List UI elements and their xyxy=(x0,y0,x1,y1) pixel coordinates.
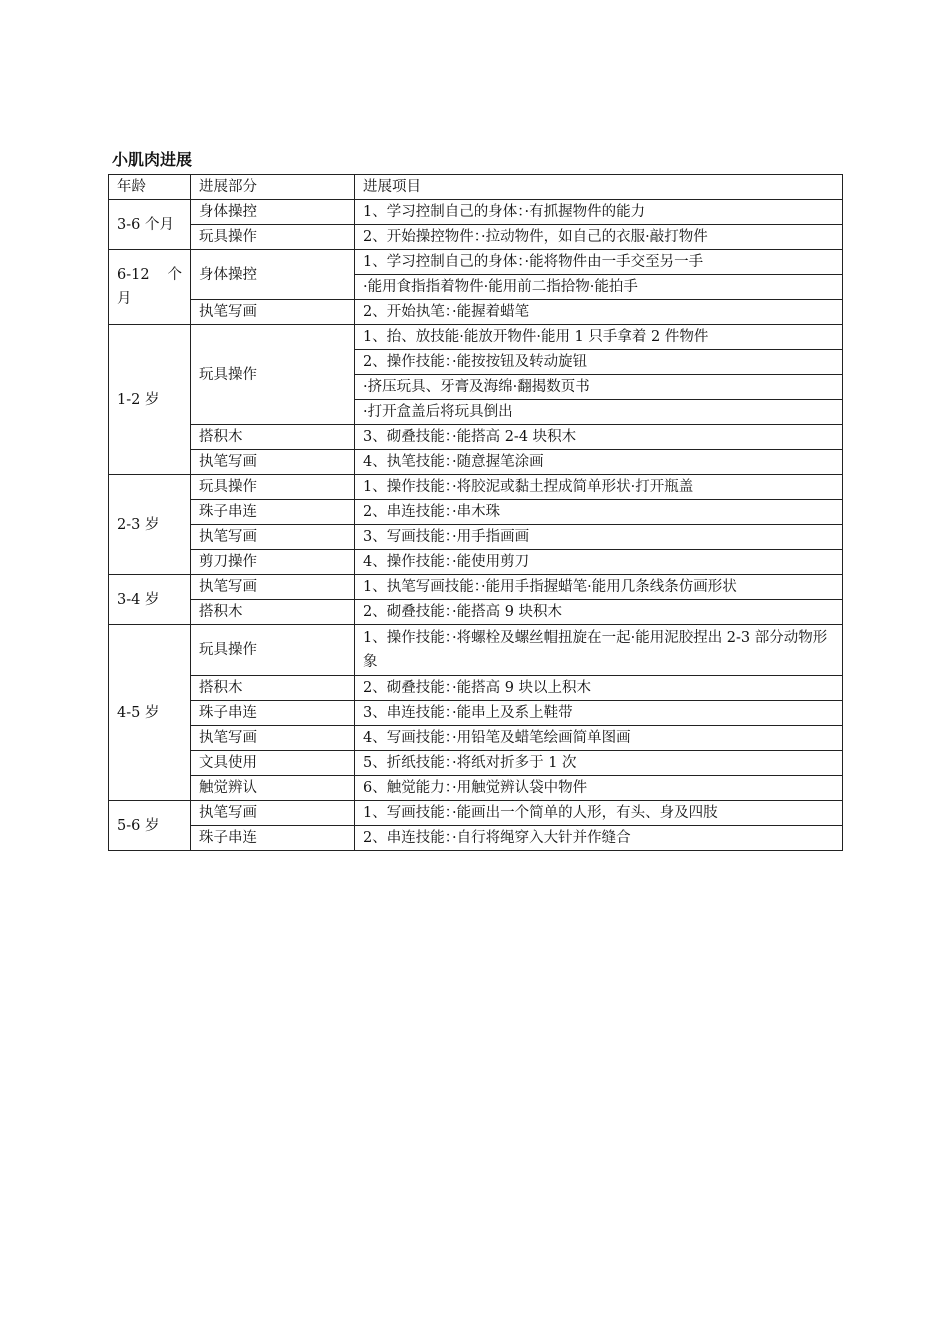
table-row xyxy=(109,300,843,325)
table-row xyxy=(109,200,843,225)
item-cell: 1、执笔写画技能：·能用手指握蜡笔·能用几条线条仿画形状 xyxy=(355,575,843,600)
header-items: 进展项目 xyxy=(355,175,843,200)
age-cell: 2-3 岁 xyxy=(109,475,191,575)
item-cell: 2、串连技能：·自行将绳穿入大针并作缝合 xyxy=(355,826,843,851)
item-cell: 2、砌叠技能：·能搭高 9 块以上积木 xyxy=(355,676,843,701)
item-cell: ·挤压玩具、牙膏及海绵·翻揭数页书 xyxy=(355,375,843,400)
table-row xyxy=(109,826,843,851)
item-cell: 3、写画技能：·用手指画画 xyxy=(355,525,843,550)
part-cell: 玩具操作 xyxy=(191,475,355,500)
table-row xyxy=(109,776,843,801)
item-cell: 1、学习控制自己的身体：·有抓握物件的能力 xyxy=(355,200,843,225)
item-cell: 2、串连技能：·串木珠 xyxy=(355,500,843,525)
item-cell: 2、开始执笔：·能握着蜡笔 xyxy=(355,300,843,325)
part-cell: 文具使用 xyxy=(191,751,355,776)
table-row xyxy=(109,726,843,751)
table-row xyxy=(109,500,843,525)
part-cell: 剪刀操作 xyxy=(191,550,355,575)
item-cell: ·能用食指指着物件·能用前二指拾物·能拍手 xyxy=(355,275,843,300)
part-cell: 触觉辨认 xyxy=(191,776,355,801)
item-cell: 3、串连技能：·能串上及系上鞋带 xyxy=(355,701,843,726)
item-cell: 4、写画技能：·用铅笔及蜡笔绘画简单图画 xyxy=(355,726,843,751)
part-cell: 珠子串连 xyxy=(191,500,355,525)
table-row xyxy=(109,625,843,676)
table-row xyxy=(109,676,843,701)
item-cell: ·打开盒盖后将玩具倒出 xyxy=(355,400,843,425)
table-row xyxy=(109,450,843,475)
part-cell: 执笔写画 xyxy=(191,525,355,550)
part-cell: 搭积木 xyxy=(191,676,355,701)
age-cell: 4-5 岁 xyxy=(109,625,191,801)
table-row xyxy=(109,701,843,726)
part-cell: 玩具操作 xyxy=(191,625,355,676)
part-cell: 搭积木 xyxy=(191,425,355,450)
part-cell: 身体操控 xyxy=(191,200,355,225)
item-cell: 4、操作技能：·能使用剪刀 xyxy=(355,550,843,575)
part-cell: 执笔写画 xyxy=(191,450,355,475)
item-cell: 2、砌叠技能：·能搭高 9 块积木 xyxy=(355,600,843,625)
item-cell: 1、操作技能：·将胶泥或黏土捏成简单形状·打开瓶盖 xyxy=(355,475,843,500)
age-cell: 1-2 岁 xyxy=(109,325,191,475)
page-title: 小肌肉进展 xyxy=(112,150,193,169)
table-row xyxy=(109,600,843,625)
item-cell: 1、操作技能：·将螺栓及螺丝帽扭旋在一起·能用泥胶捏出 2-3 部分动物形象 xyxy=(355,625,843,676)
table-row xyxy=(109,250,843,275)
header-row xyxy=(109,175,843,200)
item-cell: 2、开始操控物件：·拉动物件，如自己的衣服·敲打物件 xyxy=(355,225,843,250)
item-cell: 4、执笔技能：·随意握笔涂画 xyxy=(355,450,843,475)
part-cell: 搭积木 xyxy=(191,600,355,625)
age-cell: 5-6 岁 xyxy=(109,801,191,851)
part-cell: 玩具操作 xyxy=(191,225,355,250)
part-cell: 执笔写画 xyxy=(191,300,355,325)
part-cell: 珠子串连 xyxy=(191,701,355,726)
header-part: 进展部分 xyxy=(191,175,355,200)
part-cell: 执笔写画 xyxy=(191,575,355,600)
table-row xyxy=(109,425,843,450)
progress-table xyxy=(108,174,843,851)
item-cell: 1、抬、放技能·能放开物件·能用 1 只手拿着 2 件物件 xyxy=(355,325,843,350)
table-row xyxy=(109,325,843,350)
table-row xyxy=(109,751,843,776)
item-cell: 2、操作技能：·能按按钮及转动旋钮 xyxy=(355,350,843,375)
item-cell: 1、写画技能：·能画出一个简单的人形，有头、身及四肢 xyxy=(355,801,843,826)
item-cell: 1、学习控制自己的身体：·能将物件由一手交至另一手 xyxy=(355,250,843,275)
age-cell: 6-12 个月 xyxy=(109,250,191,325)
age-cell: 3-6 个月 xyxy=(109,200,191,250)
item-cell: 3、砌叠技能：·能搭高 2-4 块积木 xyxy=(355,425,843,450)
item-cell: 5、折纸技能：·将纸对折多于 1 次 xyxy=(355,751,843,776)
item-cell: 6、触觉能力：·用触觉辨认袋中物件 xyxy=(355,776,843,801)
age-cell: 3-4 岁 xyxy=(109,575,191,625)
part-cell: 玩具操作 xyxy=(191,325,355,425)
part-cell: 执笔写画 xyxy=(191,726,355,751)
table-row xyxy=(109,575,843,600)
table-row xyxy=(109,525,843,550)
table-row xyxy=(109,550,843,575)
table-row xyxy=(109,225,843,250)
part-cell: 珠子串连 xyxy=(191,826,355,851)
progress-table-body xyxy=(109,175,843,851)
table-row xyxy=(109,475,843,500)
part-cell: 身体操控 xyxy=(191,250,355,300)
table-row xyxy=(109,801,843,826)
header-age: 年龄 xyxy=(109,175,191,200)
part-cell: 执笔写画 xyxy=(191,801,355,826)
